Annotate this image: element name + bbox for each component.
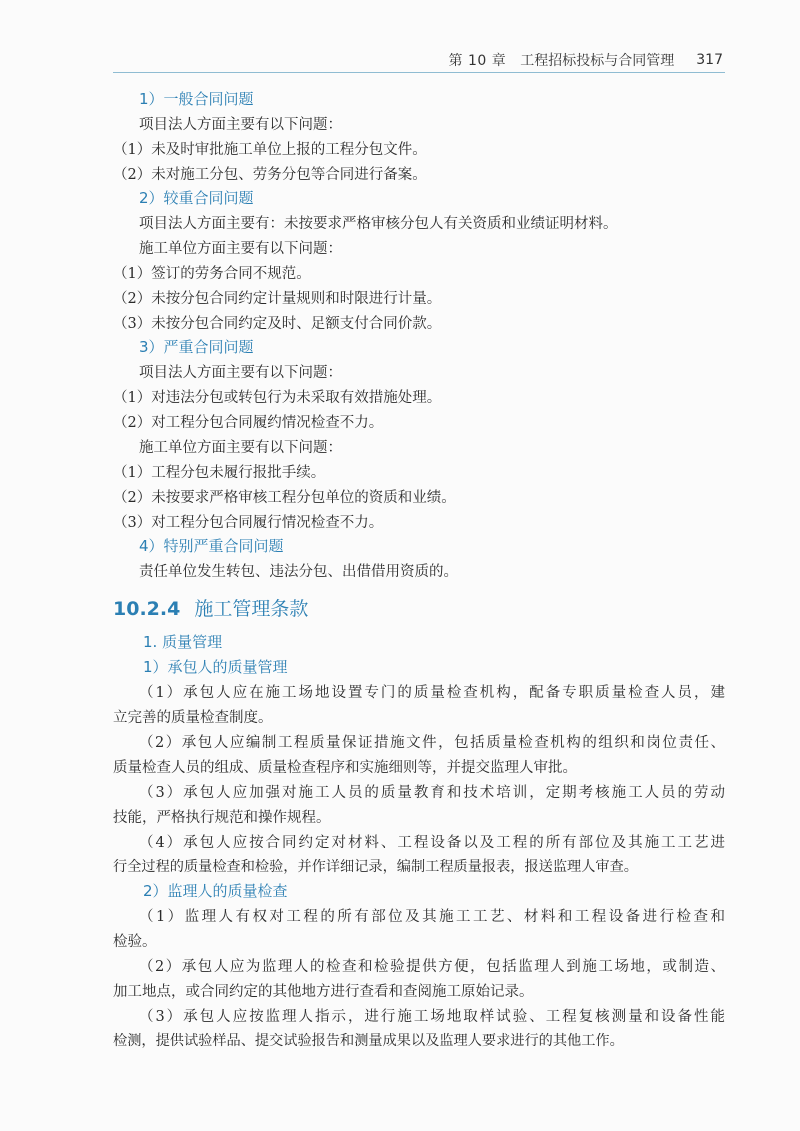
paragraph-line: 加工地点，或合同约定的其他地方进行查看和查阅施工原始记录。 [113, 984, 534, 1000]
paragraph-line: （3）承包人应按监理人指示，进行施工场地取样试验、工程复核测量和设备性能 [139, 1009, 725, 1025]
list-item: （1）签订的劳务合同不规范。 [113, 266, 311, 282]
subheading-severe-contract-issues: 3）严重合同问题 [139, 338, 254, 356]
paragraph-line: （1）承包人应在施工场地设置专门的质量检查机构，配备专职质量检查人员，建 [139, 685, 725, 701]
paragraph-line: 检测，提供试验样品、提交试验报告和测量成果以及监理人要求进行的其他工作。 [113, 1033, 624, 1049]
subheading-contractor-quality-management: 1）承包人的质量管理 [143, 658, 288, 676]
paragraph-line: （3）承包人应加强对施工人员的质量教育和技术培训，定期考核施工人员的劳动 [139, 785, 725, 801]
paragraph-line: 项目法人方面主要有：未按要求严格审核分包人有关资质和业绩证明材料。 [139, 216, 618, 232]
paragraph-line: （2）承包人应为监理人的检查和检验提供方便，包括监理人到施工场地，或制造、 [139, 959, 725, 975]
paragraph-line: 检验。 [113, 934, 157, 950]
header-rule [113, 72, 725, 73]
list-item: （3）对工程分包合同履行情况检查不力。 [113, 515, 384, 531]
running-header [113, 48, 723, 72]
paragraph-line: 质量检查人员的组成、质量检查程序和实施细则等，并提交监理人审批。 [113, 760, 577, 776]
list-item: （1）工程分包未履行报批手续。 [113, 465, 326, 481]
list-item: （2）未对施工分包、劳务分包等合同进行备案。 [113, 167, 427, 183]
subheading-quality-management: 1. 质量管理 [143, 633, 223, 651]
chapter-title: 工程招标投标与合同管理 [520, 53, 675, 69]
list-item: （1）对违法分包或转包行为未采取有效措施处理。 [113, 390, 442, 406]
subheading-general-contract-issues: 1）一般合同问题 [139, 90, 254, 108]
chapter-number: 第 10 章 [448, 53, 507, 69]
section-number: 10.2.4 [113, 598, 181, 620]
list-item: （2）未按要求严格审核工程分包单位的资质和业绩。 [113, 490, 456, 506]
paragraph-line: 项目法人方面主要有以下问题： [139, 365, 342, 381]
section-heading [113, 594, 308, 621]
subheading-serious-contract-issues: 2）较重合同问题 [139, 189, 254, 207]
paragraph-line: 技能，严格执行规范和操作规程。 [113, 810, 331, 826]
subheading-supervisor-quality-inspection: 2）监理人的质量检查 [143, 882, 288, 900]
paragraph-line: 施工单位方面主要有以下问题： [139, 440, 342, 456]
paragraph-line: 责任单位发生转包、违法分包、出借借用资质的。 [139, 564, 458, 580]
paragraph-line: 行全过程的质量检查和检验，并作详细记录，编制工程质量报表，报送监理人审查。 [113, 859, 638, 875]
section-name: 施工管理条款 [194, 598, 309, 620]
paragraph-line: （2）承包人应编制工程质量保证措施文件，包括质量检查机构的组织和岗位责任、 [139, 735, 725, 751]
paragraph-line: （4）承包人应按合同约定对材料、工程设备以及工程的所有部位及其施工工艺进 [139, 835, 725, 851]
list-item: （2）对工程分包合同履约情况检查不力。 [113, 415, 384, 431]
paragraph-line: 项目法人方面主要有以下问题： [139, 117, 342, 133]
paragraph-line: 立完善的质量检查制度。 [113, 710, 273, 726]
subheading-very-severe-contract-issues: 4）特别严重合同问题 [139, 537, 284, 555]
paragraph-line: （1）监理人有权对工程的所有部位及其施工工艺、材料和工程设备进行检查和 [139, 909, 725, 925]
list-item: （1）未及时审批施工单位上报的工程分包文件。 [113, 142, 427, 158]
page-number: 317 [696, 52, 723, 68]
list-item: （3）未按分包合同约定及时、足额支付合同价款。 [113, 316, 442, 332]
paragraph-line: 施工单位方面主要有以下问题： [139, 241, 342, 257]
list-item: （2）未按分包合同约定计量规则和时限进行计量。 [113, 291, 442, 307]
